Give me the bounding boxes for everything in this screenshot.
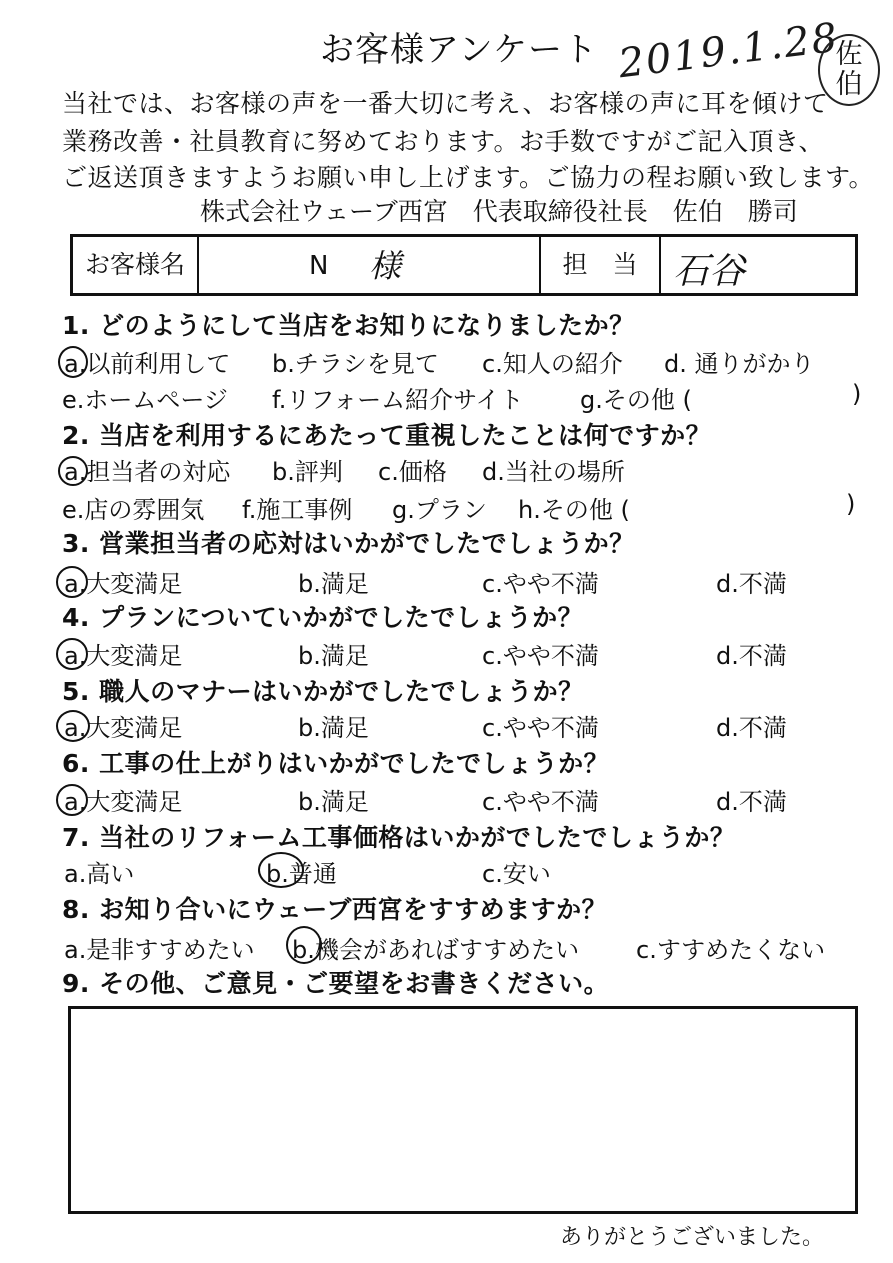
q2-option-f[interactable]: f.施工事例 bbox=[242, 496, 353, 524]
q7-option-c[interactable]: c.安い bbox=[482, 860, 551, 888]
intro-line-1: 当社では、お客様の声を一番大切に考え、お客様の声に耳を傾けて bbox=[62, 89, 829, 118]
table-divider bbox=[659, 237, 661, 293]
q6-option-a[interactable]: a.大変満足 bbox=[64, 788, 183, 816]
staff-label: 担 当 bbox=[562, 250, 638, 279]
q4-option-a[interactable]: a.大変満足 bbox=[64, 642, 183, 670]
q1-option-d[interactable]: d. 通りがかり bbox=[664, 350, 815, 378]
q1-option-b[interactable]: b.チラシを見て bbox=[272, 350, 439, 378]
q3-option-c[interactable]: c.やや不満 bbox=[482, 570, 599, 598]
handwritten-date: 2019.1.28 bbox=[616, 14, 842, 88]
q3-option-d[interactable]: d.不満 bbox=[716, 570, 787, 598]
intro-line-3: ご返送頂きますようお願い申し上げます。ご協力の程お願い致します。 bbox=[62, 163, 875, 192]
selected-circle bbox=[56, 638, 88, 670]
customer-table bbox=[70, 234, 858, 296]
q2-option-c[interactable]: c.価格 bbox=[378, 458, 447, 486]
survey-title: お客様アンケート bbox=[320, 30, 598, 70]
q2-option-h[interactable]: h.その他 ( bbox=[518, 496, 630, 524]
customer-name-suffix: 様 bbox=[369, 247, 402, 285]
q2-option-e[interactable]: e.店の雰囲気 bbox=[62, 496, 205, 524]
q8-option-b[interactable]: b.機会があればすすめたい bbox=[292, 936, 580, 964]
q1-option-f[interactable]: f.リフォーム紹介サイト bbox=[272, 386, 524, 414]
question-1: 1. どのようにして当店をお知りになりましたか？ bbox=[62, 311, 635, 340]
q2-option-a[interactable]: a.担当者の対応 bbox=[64, 458, 231, 486]
q5-option-d[interactable]: d.不満 bbox=[716, 714, 787, 742]
comments-box[interactable] bbox=[68, 1006, 858, 1214]
customer-name-initial[interactable]: N bbox=[309, 251, 329, 281]
question-8: 8. お知り合いにウェーブ西宮をすすめますか？ bbox=[62, 895, 608, 924]
q5-option-c[interactable]: c.やや不満 bbox=[482, 714, 599, 742]
q5-option-b[interactable]: b.満足 bbox=[298, 714, 369, 742]
q1-option-a[interactable]: a.以前利用して bbox=[64, 350, 231, 378]
q2-option-b[interactable]: b.評判 bbox=[272, 458, 343, 486]
selected-circle bbox=[56, 710, 90, 742]
selected-circle bbox=[58, 456, 88, 486]
q8-option-c[interactable]: c.すすめたくない bbox=[636, 936, 826, 964]
q6-option-d[interactable]: d.不満 bbox=[716, 788, 787, 816]
q3-option-b[interactable]: b.満足 bbox=[298, 570, 369, 598]
q1-option-c[interactable]: c.知人の紹介 bbox=[482, 350, 623, 378]
q4-option-b[interactable]: b.満足 bbox=[298, 642, 369, 670]
selected-circle bbox=[258, 852, 304, 888]
q2-option-d[interactable]: d.当社の場所 bbox=[482, 458, 625, 486]
question-6: 6. 工事の仕上がりはいかがでしたでしょうか？ bbox=[62, 749, 610, 778]
q7-option-a[interactable]: a.高い bbox=[64, 860, 135, 888]
question-4: 4. プランについていかがでしたでしょうか？ bbox=[62, 603, 584, 632]
selected-circle bbox=[286, 926, 322, 964]
thanks-text: ありがとうございました。 bbox=[560, 1225, 825, 1250]
q2-option-g[interactable]: g.プラン bbox=[392, 496, 487, 524]
table-divider bbox=[197, 237, 199, 293]
q8-option-a[interactable]: a.是非すすめたい bbox=[64, 936, 255, 964]
company-line: 株式会社ウェーブ西宮 代表取締役社長 佐伯 勝司 bbox=[200, 197, 798, 226]
q1-option-e[interactable]: e.ホームページ bbox=[62, 386, 228, 414]
selected-circle bbox=[58, 346, 88, 378]
question-9: 9. その他、ご意見・ご要望をお書きください。 bbox=[62, 969, 610, 998]
seal-char-1: 佐 bbox=[835, 39, 863, 70]
q1-option-g[interactable]: g.その他 ( bbox=[580, 386, 692, 414]
q6-option-c[interactable]: c.やや不満 bbox=[482, 788, 599, 816]
question-5: 5. 職人のマナーはいかがでしたでしょうか？ bbox=[62, 677, 584, 706]
staff-name[interactable]: 石谷 bbox=[673, 251, 746, 292]
q6-option-b[interactable]: b.満足 bbox=[298, 788, 369, 816]
question-2: 2. 当店を利用するにあたって重視したことは何ですか？ bbox=[62, 421, 712, 450]
question-3: 3. 営業担当者の応対はいかがでしたでしょうか？ bbox=[62, 529, 635, 558]
question-7: 7. 当社のリフォーム工事価格はいかがでしたでしょうか？ bbox=[62, 823, 736, 852]
intro-line-2: 業務改善・社員教育に努めております。お手数ですがご記入頂き、 bbox=[62, 127, 825, 156]
seal-char-2: 伯 bbox=[835, 69, 863, 100]
selected-circle bbox=[56, 784, 88, 816]
q1-option-g-close: ) bbox=[852, 380, 862, 408]
customer-name-label: お客様名 bbox=[84, 250, 185, 279]
q4-option-d[interactable]: d.不満 bbox=[716, 642, 787, 670]
q2-option-h-close: ) bbox=[846, 490, 856, 518]
q4-option-c[interactable]: c.やや不満 bbox=[482, 642, 599, 670]
q7-option-b[interactable]: b.普通 bbox=[266, 860, 337, 888]
selected-circle bbox=[56, 566, 88, 598]
q3-option-a[interactable]: a.大変満足 bbox=[64, 570, 183, 598]
q5-option-a[interactable]: a.大変満足 bbox=[64, 714, 183, 742]
